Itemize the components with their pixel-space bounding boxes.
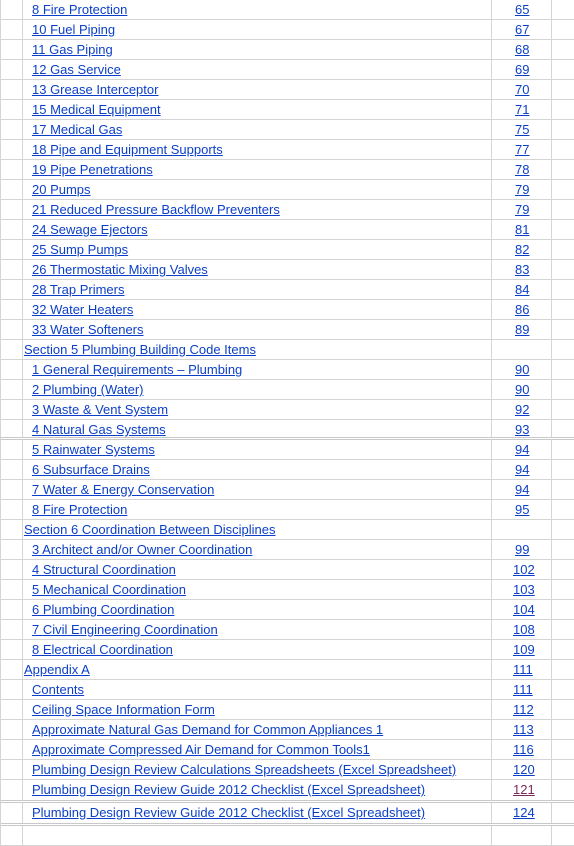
toc-item-link[interactable]: 2 Plumbing (Water) [32,382,144,397]
page-number-link[interactable]: 71 [515,102,530,117]
grid-cell[interactable] [552,240,574,259]
grid-cell[interactable] [552,540,574,559]
toc-row [1,340,574,360]
toc-item-link[interactable]: 3 Waste & Vent System [32,402,169,417]
grid-cell[interactable] [1,400,23,419]
toc-item-link[interactable]: 10 Fuel Piping [32,22,116,37]
grid-cell[interactable] [552,220,574,239]
grid-cell[interactable] [1,520,23,539]
page-number-link[interactable]: 113 [513,722,534,737]
toc-row [1,80,574,100]
toc-item-link[interactable]: 4 Structural Coordination [32,562,176,577]
toc-item-link[interactable]: 4 Natural Gas Systems [32,422,166,437]
toc-row [1,180,574,200]
grid-cell[interactable] [552,0,574,19]
page-number-link[interactable]: 65 [515,2,530,17]
grid-cell[interactable] [492,340,552,359]
grid-cell[interactable] [552,440,574,459]
toc-row [1,100,574,120]
grid-cell[interactable] [492,520,552,539]
toc-row [1,440,574,460]
grid-cell[interactable] [552,420,574,437]
grid-cell[interactable] [23,826,492,845]
toc-row [1,420,574,440]
toc-item-link[interactable]: 7 Civil Engineering Coordination [32,622,218,637]
grid-cell[interactable] [552,500,574,519]
page-number-link[interactable]: 99 [515,542,530,557]
grid-cell[interactable] [492,826,552,845]
grid-cell[interactable] [1,640,23,659]
page-number-link[interactable]: 92 [515,402,530,417]
grid-cell[interactable] [552,640,574,659]
toc-item-link[interactable]: 15 Medical Equipment [32,102,161,117]
toc-row [1,0,574,20]
grid-cell[interactable] [552,260,574,279]
page-number-link[interactable]: 90 [515,362,530,377]
toc-item-link[interactable]: Ceiling Space Information Form [32,702,215,717]
grid-cell[interactable] [552,460,574,479]
page-number-link[interactable]: 67 [515,22,530,37]
toc-row [1,260,574,280]
toc-row [1,20,574,40]
page-number-link[interactable]: 111 [513,662,533,677]
toc-row [1,760,574,780]
page-number-link[interactable]: 93 [515,422,530,437]
toc-row [1,780,574,803]
grid-cell[interactable] [1,140,23,159]
page-number-link[interactable]: 81 [515,222,530,237]
grid-cell[interactable] [1,700,23,719]
toc-item-link[interactable]: 12 Gas Service [32,62,121,77]
grid-cell[interactable] [552,360,574,379]
toc-item-link[interactable]: 3 Architect and/or Owner Coordination [32,542,253,557]
page-number-link[interactable]: 84 [515,282,530,297]
grid-cell[interactable] [1,40,23,59]
toc-item-link[interactable]: Approximate Compressed Air Demand for Common Tools1 [32,742,370,757]
toc-item-link[interactable]: 6 Subsurface Drains [32,462,150,477]
toc-row [1,660,574,680]
toc-row [1,60,574,80]
toc-item-link[interactable]: 17 Medical Gas [32,122,123,137]
toc-item-link[interactable]: 7 Water & Energy Conservation [32,482,215,497]
toc-item-link[interactable]: 1 General Requirements – Plumbing [32,362,243,377]
toc-item-link[interactable]: 24 Sewage Ejectors [32,222,148,237]
grid-cell[interactable] [552,320,574,339]
toc-row [1,520,574,540]
grid-cell[interactable] [552,660,574,679]
toc-item-link[interactable]: Plumbing Design Review Calculations Spreadsheets (Excel Spreadsheet) [32,762,457,777]
toc-row [1,400,574,420]
grid-cell[interactable] [1,160,23,179]
toc-item-link[interactable]: 8 Electrical Coordination [32,642,173,657]
page-number-link[interactable]: 94 [515,462,530,477]
toc-row [1,680,574,700]
toc-item-link[interactable]: 19 Pipe Penetrations [32,162,153,177]
toc-row [1,720,574,740]
grid-cell[interactable] [1,220,23,239]
toc-item-link[interactable]: 21 Reduced Pressure Backflow Preventers [32,202,280,217]
grid-cell[interactable] [1,780,23,800]
grid-cell[interactable] [552,100,574,119]
grid-cell[interactable] [552,120,574,139]
page-number-link[interactable]: 86 [515,302,530,317]
grid-cell[interactable] [552,680,574,699]
grid-cell[interactable] [552,760,574,779]
toc-row [1,360,574,380]
page-number-link[interactable]: 104 [513,602,535,617]
toc-item-link[interactable]: 5 Rainwater Systems [32,442,155,457]
toc-item-link[interactable]: 6 Plumbing Coordination [32,602,175,617]
grid-cell[interactable] [23,680,492,699]
grid-cell[interactable] [1,680,23,699]
toc-row [1,560,574,580]
toc-item-link[interactable]: 28 Trap Primers [32,282,125,297]
page-number-link[interactable]: 120 [513,762,535,777]
page-number-link[interactable]: 70 [515,82,530,97]
toc-item-link[interactable]: 11 Gas Piping [32,42,113,57]
grid-cell[interactable] [1,340,23,359]
grid-cell[interactable] [552,40,574,59]
grid-cell[interactable] [552,340,574,359]
toc-row [1,200,574,220]
toc-row [1,280,574,300]
grid-cell[interactable] [23,180,492,199]
toc-row [1,160,574,180]
grid-cell[interactable] [1,20,23,39]
grid-cell[interactable] [1,120,23,139]
grid-cell[interactable] [552,400,574,419]
grid-cell[interactable] [1,460,23,479]
toc-item-link[interactable]: 18 Pipe and Equipment Supports [32,142,223,157]
toc-row [1,620,574,640]
grid-cell[interactable] [552,80,574,99]
toc-row [1,120,574,140]
page-number-link[interactable]: 77 [515,142,530,157]
toc-row [1,40,574,60]
grid-cell[interactable] [1,600,23,619]
grid-cell[interactable] [552,740,574,759]
grid-cell[interactable] [1,0,23,19]
grid-cell[interactable] [552,520,574,539]
toc-row [1,380,574,400]
grid-cell[interactable] [552,60,574,79]
toc-row [1,460,574,480]
grid-cell[interactable] [552,480,574,499]
toc-row [1,220,574,240]
grid-cell[interactable] [23,660,492,679]
section-heading-link[interactable]: Section 5 Plumbing Building Code Items [24,342,256,357]
toc-item-link[interactable]: 32 Water Heaters [32,302,134,317]
section-heading-link[interactable]: Appendix A [24,662,90,677]
toc-row [1,300,574,320]
page-number-link[interactable]: 94 [515,442,530,457]
toc-row [1,600,574,620]
grid-cell[interactable] [1,720,23,739]
grid-cell[interactable] [1,300,23,319]
grid-cell[interactable] [1,260,23,279]
toc-row [1,540,574,560]
grid-cell[interactable] [552,803,574,823]
page-number-link[interactable]: 108 [513,622,535,637]
toc-item-link[interactable]: 26 Thermostatic Mixing Valves [32,262,208,277]
grid-cell[interactable] [552,600,574,619]
grid-cell[interactable] [1,240,23,259]
page-number-link[interactable]: 79 [515,182,530,197]
toc-row [1,480,574,500]
page-number-link[interactable]: 78 [515,162,530,177]
page-number-link[interactable]: 94 [515,482,530,497]
page-number-link[interactable]: 83 [515,262,530,277]
page-number-link[interactable]: 103 [513,582,535,597]
grid-cell[interactable] [1,660,23,679]
grid-cell[interactable] [1,440,23,459]
grid-cell[interactable] [552,380,574,399]
page-number-link[interactable]: 109 [513,642,535,657]
toc-row [1,640,574,660]
grid-cell[interactable] [1,826,23,845]
grid-cell[interactable] [552,200,574,219]
toc-row [1,140,574,160]
grid-cell[interactable] [1,480,23,499]
grid-cell[interactable] [552,720,574,739]
grid-cell[interactable] [1,620,23,639]
grid-cell[interactable] [552,20,574,39]
grid-cell[interactable] [552,580,574,599]
toc-row [1,803,574,826]
page-number-link[interactable]: 95 [515,502,530,517]
grid-cell[interactable] [1,740,23,759]
grid-cell[interactable] [1,560,23,579]
toc-item-link[interactable]: 13 Grease Interceptor [32,82,159,97]
toc-item-link[interactable]: 5 Mechanical Coordination [32,582,186,597]
grid-cell[interactable] [552,826,574,845]
toc-row [1,500,574,520]
grid-cell[interactable] [1,80,23,99]
grid-cell[interactable] [1,540,23,559]
grid-cell[interactable] [1,760,23,779]
page-number-link[interactable]: 121 [513,782,535,797]
grid-cell[interactable] [552,620,574,639]
grid-cell[interactable] [1,200,23,219]
grid-cell[interactable] [1,180,23,199]
toc-item-link[interactable]: Plumbing Design Review Guide 2012 Checklist (Excel Spreadsheet) [32,805,426,820]
grid-cell[interactable] [552,180,574,199]
grid-cell[interactable] [1,280,23,299]
page-number-link[interactable]: 82 [515,242,530,257]
grid-cell[interactable] [552,560,574,579]
grid-cell[interactable] [1,60,23,79]
grid-cell[interactable] [1,360,23,379]
toc-item-link[interactable]: 20 Pumps [32,182,91,197]
page-number-link[interactable]: 69 [515,62,530,77]
toc-row [1,740,574,760]
toc-row [1,320,574,340]
page-number-link[interactable]: 68 [515,42,530,57]
grid-cell[interactable] [1,380,23,399]
page-number-link[interactable]: 79 [515,202,530,217]
section-heading-link[interactable]: Section 6 Coordination Between Disciplines [24,522,276,537]
page-number-link[interactable]: 75 [515,122,530,137]
toc-item-link[interactable]: 33 Water Softeners [32,322,144,337]
grid-cell[interactable] [1,500,23,519]
toc-item-link[interactable]: Approximate Natural Gas Demand for Common Appliances 1 [32,722,384,737]
grid-cell[interactable] [1,100,23,119]
toc-item-link[interactable]: 8 Fire Protection [32,2,128,17]
page-number-link[interactable]: 89 [515,322,530,337]
toc-item-link[interactable]: 8 Fire Protection [32,502,128,517]
page-number-link[interactable]: 124 [513,805,535,820]
grid-cell[interactable] [552,280,574,299]
page-number-link[interactable]: 112 [513,702,534,717]
grid-cell[interactable] [1,320,23,339]
toc-row [1,826,574,846]
grid-cell[interactable] [1,580,23,599]
grid-cell[interactable] [552,300,574,319]
page-number-link[interactable]: 90 [515,382,530,397]
grid-cell[interactable] [1,420,23,437]
page-number-link[interactable]: 111 [513,682,533,697]
toc-item-link[interactable]: 25 Sump Pumps [32,242,129,257]
page-number-link[interactable]: 102 [513,562,535,577]
toc-item-link[interactable]: Plumbing Design Review Guide 2012 Checklist (Excel Spreadsheet) [32,782,426,797]
grid-cell[interactable] [552,780,574,800]
toc-row [1,700,574,720]
grid-cell[interactable] [1,803,23,823]
toc-item-link[interactable]: Contents [32,682,85,697]
grid-cell[interactable] [552,140,574,159]
toc-row [1,580,574,600]
grid-cell[interactable] [552,700,574,719]
toc-row [1,240,574,260]
page-number-link[interactable]: 116 [513,742,534,757]
grid-cell[interactable] [552,160,574,179]
